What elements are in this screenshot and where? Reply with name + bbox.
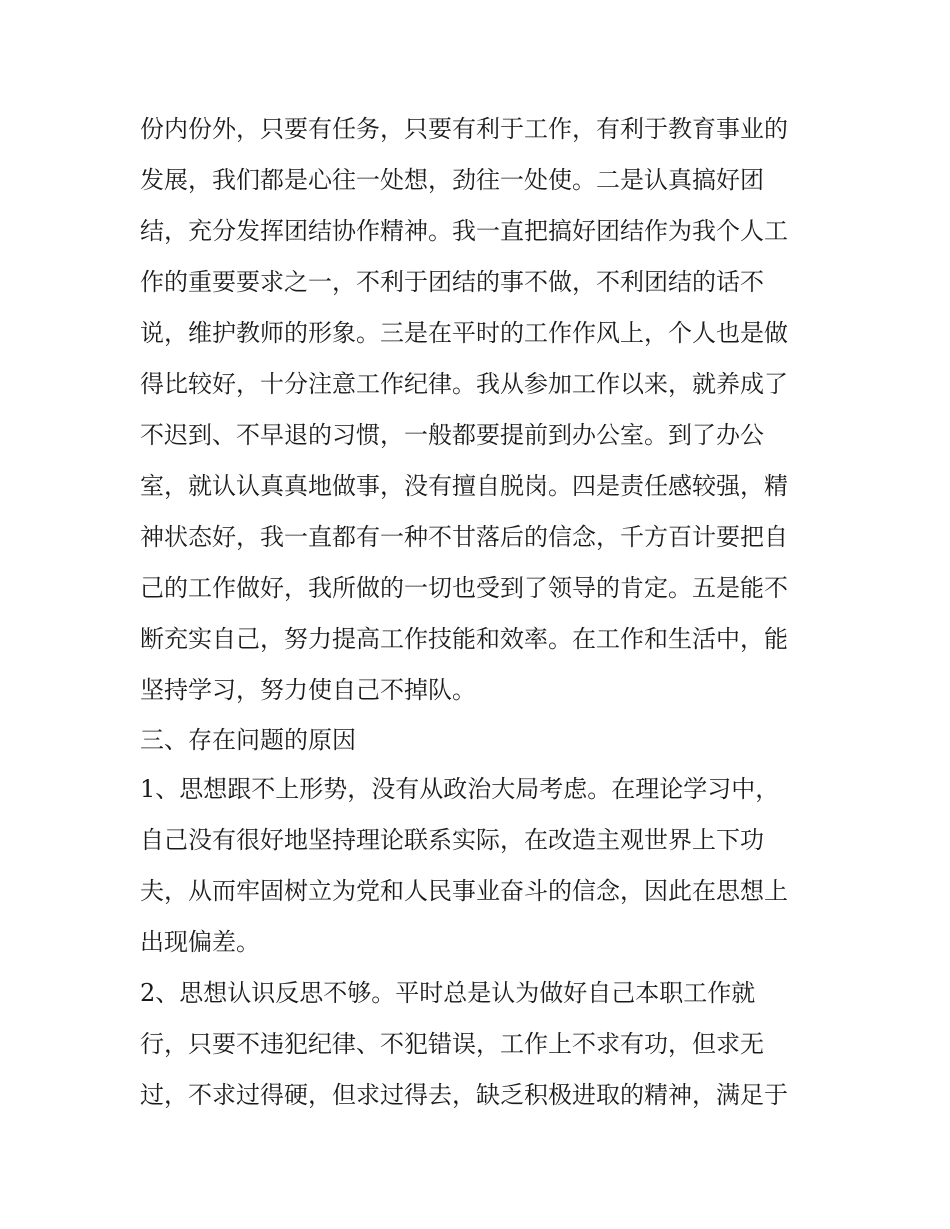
text-line: 自己没有很好地坚持理论联系实际，在改造主观世界上下功	[140, 826, 764, 854]
text-line: 神状态好，我一直都有一种不甘落后的信念，千方百计要把自	[140, 523, 788, 551]
document-body	[140, 104, 820, 1121]
text-line: 出现偏差。	[140, 928, 260, 956]
text-line: 结，充分发挥团结协作精神。我一直把搞好团结作为我个人工	[140, 217, 788, 245]
text-line: 说，维护教师的形象。三是在平时的工作作风上，个人也是做	[140, 319, 788, 347]
text-line: 1、思想跟不上形势，没有从政治大局考虑。在理论学习中，	[140, 775, 780, 803]
text-line: 断充实自己，努力提高工作技能和效率。在工作和生活中，能	[140, 625, 788, 653]
text-line: 室，就认认真真地做事，没有擅自脱岗。四是责任感较强，精	[140, 472, 788, 500]
text-line: 发展，我们都是心往一处想，劲往一处使。二是认真搞好团	[140, 166, 764, 194]
text-line: 过，不求过得硬，但求过得去，缺乏积极进取的精神，满足于	[140, 1081, 788, 1109]
text-line: 得比较好，十分注意工作纪律。我从参加工作以来，就养成了	[140, 370, 788, 398]
section-heading: 三、存在问题的原因	[140, 726, 356, 754]
text-line: 行，只要不违犯纪律、不犯错误，工作上不求有功，但求无	[140, 1030, 764, 1058]
text-line: 不迟到、不早退的习惯，一般都要提前到办公室。到了办公	[140, 421, 764, 449]
text-line: 作的重要要求之一，不利于团结的事不做，不利团结的话不	[140, 268, 764, 296]
text-line: 己的工作做好，我所做的一切也受到了领导的肯定。五是能不	[140, 574, 788, 602]
text-line: 夫，从而牢固树立为党和人民事业奋斗的信念，因此在思想上	[140, 877, 788, 905]
text-line: 份内份外，只要有任务，只要有利于工作，有利于教育事业的	[140, 115, 788, 143]
text-line: 坚持学习，努力使自己不掉队。	[140, 676, 476, 704]
text-line: 2、思想认识反思不够。平时总是认为做好自己本职工作就	[140, 979, 756, 1007]
